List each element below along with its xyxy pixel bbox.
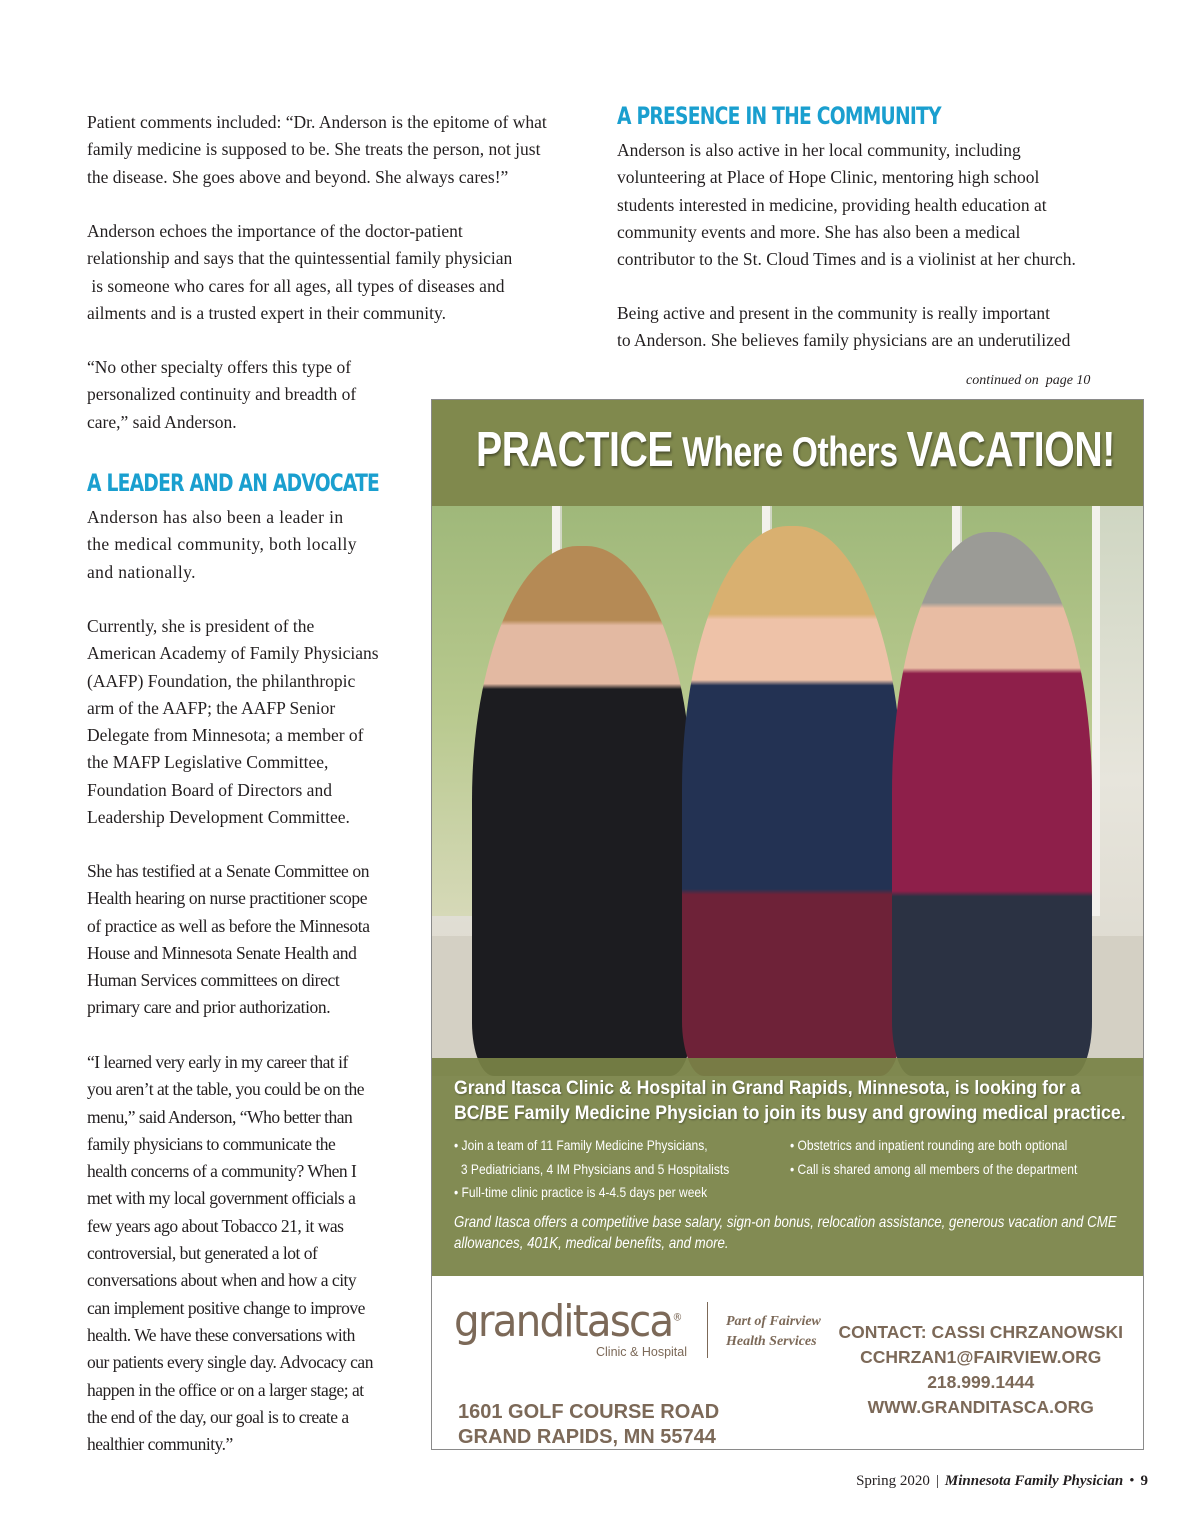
logo-word-itasca: itasca	[563, 1296, 673, 1347]
text-line: controversial, but generated a lot of	[87, 1243, 318, 1264]
ad-footer	[432, 1276, 1143, 1450]
text-line: Delegate from Minnesota; a member of	[87, 725, 364, 746]
text-line: Grand Itasca offers a competitive base salary, sign-on bonus, relocation assistance, generous vacation and CME	[454, 1214, 1117, 1231]
page-footer	[856, 1473, 1148, 1490]
right-paragraph-1	[617, 137, 1076, 273]
left-paragraph-1	[87, 109, 547, 191]
text-line: relationship and says that the quintessential family physician	[87, 248, 513, 269]
text-line: family physicians to communicate the	[87, 1133, 336, 1154]
text-line: the disease. She goes above and beyond. She always cares!”	[87, 166, 509, 187]
text-line: of practice as well as before the Minnesota	[87, 915, 370, 936]
text-line: (AAFP) Foundation, the philanthropic	[87, 670, 356, 691]
physician-figure	[682, 526, 902, 1076]
text-line: Health hearing on nurse practitioner scope	[87, 888, 368, 909]
text-line: community events and more. She has also been a medical	[617, 221, 1021, 242]
left-paragraph-7	[87, 1049, 373, 1458]
text-line: to Anderson. She believes family physicians are an underutilized	[617, 330, 1071, 351]
text-line: our patients every single day. Advocacy can	[87, 1352, 373, 1373]
right-paragraph-2	[617, 300, 1070, 355]
text-line: the MAFP Legislative Committee,	[87, 752, 329, 773]
text-line: care,” said Anderson.	[87, 411, 237, 432]
text-line: few years ago about Tobacco 21, it was	[87, 1215, 344, 1236]
text-line: arm of the AAFP; the AAFP Senior	[87, 697, 336, 718]
text-line: allowances, 401K, medical benefits, and more.	[454, 1235, 729, 1252]
text-line: met with my local government officials a	[87, 1188, 356, 1209]
text-line: can implement positive change to improve	[87, 1297, 365, 1318]
address-line: 1601 GOLF COURSE ROAD	[458, 1401, 720, 1423]
text-line: menu,” said Anderson, “Who better than	[87, 1106, 353, 1127]
text-line: conversations about when and how a city	[87, 1270, 357, 1291]
bullet-item: • Join a team of 11 Family Medicine Physicians,	[454, 1137, 708, 1153]
text-line: is someone who cares for all ages, all types of diseases and	[87, 275, 505, 296]
logo-word-grand: grand	[454, 1296, 564, 1347]
text-line: contributor to the St. Cloud Times and is a violinist at her church.	[617, 249, 1076, 270]
headline-practice: PRACTICE	[476, 423, 674, 477]
clinic-address	[458, 1400, 719, 1450]
text-line: Grand Itasca Clinic & Hospital in Grand Rapids, Minnesota, is looking for a	[454, 1078, 1081, 1099]
text-line: Human Services committees on direct	[87, 970, 340, 991]
contact-email: CCHRZAN1@FAIRVIEW.ORG	[860, 1347, 1102, 1367]
text-line: Anderson is also active in her local community, including	[617, 140, 1021, 160]
text-line: personalized continuity and breadth of	[87, 384, 357, 405]
contact-website: WWW.GRANDITASCA.ORG	[867, 1397, 1094, 1417]
text-line: Foundation Board of Directors and	[87, 779, 332, 800]
text-line: ailments and is a trusted expert in their community.	[87, 302, 446, 323]
text-line: and nationally.	[87, 561, 196, 582]
text-line: “No other specialty offers this type of	[87, 357, 352, 377]
footer-bullet: •	[1129, 1473, 1135, 1489]
bullet-item: • Obstetrics and inpatient rounding are both optional	[790, 1137, 1068, 1153]
ad-bullets-left	[454, 1134, 729, 1205]
headline-where-others: Where Others	[673, 428, 907, 475]
text-line: volunteering at Place of Hope Clinic, mentoring high school	[617, 167, 1040, 188]
ad-bullets-right	[790, 1134, 1077, 1181]
text-line: BC/BE Family Medicine Physician to join its busy and growing medical practice.	[454, 1103, 1126, 1124]
text-line: Part of Fairview	[726, 1314, 821, 1329]
text-line: health concerns of a community? When I	[87, 1161, 357, 1182]
bullet-item: • Call is shared among all members of the department	[790, 1160, 1078, 1177]
ad-photo-three-physicians	[432, 506, 1143, 1076]
text-line: Patient comments included: “Dr. Anderson is the epitome of what	[87, 112, 547, 132]
logo-subtitle: Clinic & Hospital	[596, 1345, 688, 1359]
text-line: primary care and prior authorization.	[87, 997, 331, 1018]
text-line: American Academy of Family Physicians	[87, 643, 379, 664]
section-heading-presence-community: A PRESENCE IN THE COMMUNITY	[617, 102, 941, 130]
ad-banner	[432, 400, 1143, 506]
text-line: She has testified at a Senate Committee on	[87, 861, 370, 881]
contact-phone: 218.999.1444	[927, 1372, 1035, 1392]
text-line: Being active and present in the community is really important	[617, 303, 1051, 323]
footer-separator: |	[935, 1473, 939, 1489]
text-line: students interested in medicine, providing health education at	[617, 194, 1047, 215]
left-paragraph-5	[87, 613, 379, 831]
text-line: Leadership Development Committee.	[87, 807, 350, 828]
page-number: 9	[1140, 1473, 1148, 1489]
text-line: Health Services	[726, 1334, 817, 1349]
text-line: “I learned very early in my career that if	[87, 1052, 348, 1072]
footer-season: Spring 2020	[856, 1473, 930, 1489]
footer-publication: Minnesota Family Physician	[944, 1473, 1124, 1489]
left-paragraph-6	[87, 858, 370, 1022]
left-paragraph-3	[87, 354, 356, 436]
contact-name: CONTACT: CASSI CHRZANOWSKI	[838, 1322, 1123, 1342]
address-line: GRAND RAPIDS, MN 55744	[458, 1426, 716, 1448]
text-line: Anderson echoes the importance of the doctor-patient	[87, 221, 463, 241]
bullet-item: 3 Pediatricians, 4 IM Physicians and 5 Hospitalists	[460, 1160, 730, 1177]
ad-info-panel	[432, 1058, 1143, 1276]
text-line: the end of the day, our goal is to create a	[87, 1406, 349, 1427]
left-paragraph-4	[87, 504, 357, 586]
text-line: the medical community, both locally	[87, 534, 357, 555]
contact-block	[838, 1320, 1123, 1420]
text-line: you aren’t at the table, you could be on the	[87, 1079, 365, 1100]
continued-note: continued on page 10	[966, 373, 1091, 388]
ad-offer-text	[454, 1212, 1117, 1254]
text-line: healthier community.”	[87, 1434, 233, 1455]
section-heading-leader-advocate: A LEADER AND AN ADVOCATE	[87, 469, 380, 497]
bullet-item: • Full-time clinic practice is 4-4.5 days per week	[454, 1184, 708, 1200]
left-paragraph-2	[87, 218, 512, 327]
text-line: family medicine is supposed to be. She treats the person, not just	[87, 139, 541, 160]
text-line: Currently, she is president of the	[87, 616, 315, 636]
physician-figure	[892, 532, 1092, 1076]
ad-headline	[476, 422, 1115, 478]
physician-figure	[472, 546, 692, 1076]
text-line: Anderson has also been a leader in	[87, 507, 344, 527]
headline-vacation: VACATION!	[906, 423, 1115, 477]
text-line: House and Minnesota Senate Health and	[87, 942, 357, 963]
advertisement	[431, 399, 1144, 1450]
text-line: happen in the office or on a larger stage; at	[87, 1379, 364, 1400]
logo-divider	[707, 1302, 708, 1358]
ad-info-title	[454, 1076, 1126, 1126]
text-line: health. We have these conversations with	[87, 1324, 355, 1345]
fairview-affiliation	[726, 1312, 821, 1352]
registered-mark: ®	[672, 1310, 683, 1324]
grand-itasca-logo	[454, 1296, 682, 1347]
